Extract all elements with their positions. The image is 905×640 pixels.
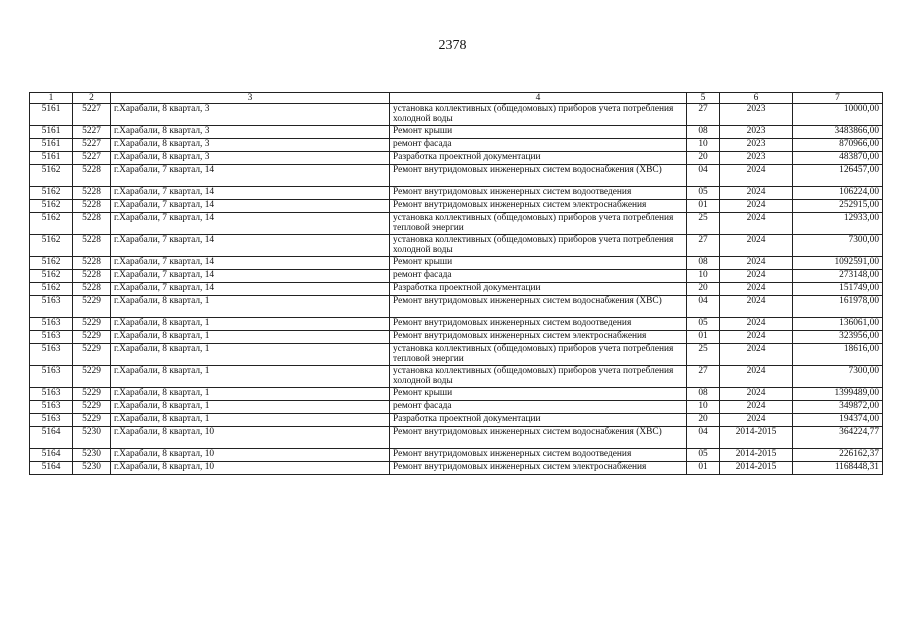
cell-row-number: 5162 (30, 283, 73, 296)
table-row (30, 344, 883, 366)
cell-year: 2024 (720, 200, 793, 213)
cell-work-code: 27 (687, 104, 720, 126)
cell-work-code: 04 (687, 427, 720, 449)
cell-cost: 12933,00 (793, 213, 883, 235)
cell-year: 2024 (720, 165, 793, 187)
column-header-2: 2 (73, 93, 111, 104)
cell-work-code: 04 (687, 296, 720, 318)
cell-address: г.Харабали, 7 квартал, 14 (111, 270, 390, 283)
cell-row-number: 5162 (30, 270, 73, 283)
cell-work-code: 10 (687, 270, 720, 283)
cell-work-type: установка коллективных (общедомовых) приборов учета потребления тепловой энергии (390, 344, 687, 366)
table-row (30, 318, 883, 331)
cell-cost: 1399489,00 (793, 388, 883, 401)
cell-address: г.Харабали, 7 квартал, 14 (111, 200, 390, 213)
table-row (30, 414, 883, 427)
cell-cost: 7300,00 (793, 235, 883, 257)
cell-work-type: Ремонт внутридомовых инженерных систем водоснабжения (ХВС) (390, 296, 687, 318)
cell-work-code: 01 (687, 462, 720, 475)
cell-year: 2023 (720, 139, 793, 152)
cell-work-type: Ремонт внутридомовых инженерных систем водоотведения (390, 187, 687, 200)
cell-work-code: 04 (687, 165, 720, 187)
cell-address: г.Харабали, 8 квартал, 1 (111, 344, 390, 366)
table-row (30, 139, 883, 152)
cell-row-number: 5163 (30, 296, 73, 318)
table-row (30, 200, 883, 213)
cell-work-type: Ремонт внутридомовых инженерных систем водоотведения (390, 449, 687, 462)
table-row (30, 126, 883, 139)
cell-work-code: 20 (687, 283, 720, 296)
cell-cost: 349872,00 (793, 401, 883, 414)
cell-house-id: 5228 (73, 235, 111, 257)
cell-work-type: установка коллективных (общедомовых) приборов учета потребления холодной воды (390, 235, 687, 257)
cell-work-type: Ремонт внутридомовых инженерных систем водоснабжения (ХВС) (390, 165, 687, 187)
cell-work-type: Ремонт крыши (390, 257, 687, 270)
cell-house-id: 5230 (73, 449, 111, 462)
cell-cost: 483870,00 (793, 152, 883, 165)
table-row (30, 283, 883, 296)
cell-address: г.Харабали, 8 квартал, 3 (111, 126, 390, 139)
cell-address: г.Харабали, 8 квартал, 1 (111, 366, 390, 388)
cell-work-type: ремонт фасада (390, 270, 687, 283)
column-header-1: 1 (30, 93, 73, 104)
cell-work-code: 01 (687, 331, 720, 344)
cell-address: г.Харабали, 7 квартал, 14 (111, 213, 390, 235)
cell-work-code: 25 (687, 213, 720, 235)
table-body (30, 104, 883, 475)
cell-cost: 252915,00 (793, 200, 883, 213)
cell-work-type: ремонт фасада (390, 401, 687, 414)
column-header-4: 4 (390, 93, 687, 104)
cell-work-code: 05 (687, 187, 720, 200)
cell-work-type: Ремонт внутридомовых инженерных систем электроснабжения (390, 331, 687, 344)
cell-row-number: 5162 (30, 187, 73, 200)
cell-year: 2024 (720, 187, 793, 200)
cell-work-code: 10 (687, 401, 720, 414)
cell-year: 2024 (720, 344, 793, 366)
cell-address: г.Харабали, 8 квартал, 3 (111, 104, 390, 126)
cell-year: 2023 (720, 126, 793, 139)
column-header-3: 3 (111, 93, 390, 104)
cell-address: г.Харабали, 7 квартал, 14 (111, 235, 390, 257)
cell-row-number: 5162 (30, 257, 73, 270)
cell-row-number: 5162 (30, 200, 73, 213)
cell-row-number: 5161 (30, 104, 73, 126)
cell-year: 2024 (720, 331, 793, 344)
cell-address: г.Харабали, 7 квартал, 14 (111, 165, 390, 187)
cell-cost: 194374,00 (793, 414, 883, 427)
cell-house-id: 5227 (73, 152, 111, 165)
cell-house-id: 5228 (73, 200, 111, 213)
cell-work-type: Ремонт внутридомовых инженерных систем водоснабжения (ХВС) (390, 427, 687, 449)
cell-cost: 7300,00 (793, 366, 883, 388)
cell-address: г.Харабали, 8 квартал, 1 (111, 388, 390, 401)
cell-cost: 151749,00 (793, 283, 883, 296)
table-row (30, 449, 883, 462)
cell-house-id: 5229 (73, 344, 111, 366)
cell-year: 2024 (720, 366, 793, 388)
cell-row-number: 5163 (30, 318, 73, 331)
cell-house-id: 5228 (73, 257, 111, 270)
cell-year: 2023 (720, 152, 793, 165)
table-header-row (30, 93, 883, 104)
table-row (30, 462, 883, 475)
cell-year: 2024 (720, 388, 793, 401)
cell-house-id: 5229 (73, 296, 111, 318)
table-row (30, 235, 883, 257)
cell-row-number: 5163 (30, 401, 73, 414)
cell-row-number: 5162 (30, 213, 73, 235)
cell-cost: 364224,77 (793, 427, 883, 449)
table-row (30, 388, 883, 401)
cell-work-type: установка коллективных (общедомовых) приборов учета потребления холодной воды (390, 366, 687, 388)
column-header-7: 7 (793, 93, 883, 104)
cell-row-number: 5162 (30, 165, 73, 187)
cell-work-code: 05 (687, 318, 720, 331)
cell-cost: 18616,00 (793, 344, 883, 366)
cell-address: г.Харабали, 8 квартал, 10 (111, 427, 390, 449)
cell-address: г.Харабали, 7 квартал, 14 (111, 257, 390, 270)
cell-row-number: 5164 (30, 462, 73, 475)
cell-work-code: 25 (687, 344, 720, 366)
cell-address: г.Харабали, 8 квартал, 1 (111, 414, 390, 427)
column-header-6: 6 (720, 93, 793, 104)
cell-cost: 1168448,31 (793, 462, 883, 475)
cell-row-number: 5163 (30, 344, 73, 366)
cell-work-code: 08 (687, 388, 720, 401)
cell-work-type: Ремонт внутридомовых инженерных систем электроснабжения (390, 200, 687, 213)
cell-year: 2024 (720, 296, 793, 318)
cell-house-id: 5228 (73, 270, 111, 283)
cell-house-id: 5229 (73, 331, 111, 344)
table-row (30, 331, 883, 344)
cell-row-number: 5162 (30, 235, 73, 257)
cell-cost: 273148,00 (793, 270, 883, 283)
cell-house-id: 5229 (73, 366, 111, 388)
page-number: 2378 (438, 38, 467, 53)
cell-year: 2024 (720, 283, 793, 296)
cell-address: г.Харабали, 8 квартал, 1 (111, 401, 390, 414)
column-header-5: 5 (687, 93, 720, 104)
table-row (30, 366, 883, 388)
cell-cost: 3483866,00 (793, 126, 883, 139)
cell-cost: 226162,37 (793, 449, 883, 462)
cell-house-id: 5229 (73, 318, 111, 331)
cell-year: 2024 (720, 414, 793, 427)
cell-work-type: Ремонт крыши (390, 126, 687, 139)
cell-house-id: 5229 (73, 414, 111, 427)
cell-work-code: 27 (687, 235, 720, 257)
cell-address: г.Харабали, 7 квартал, 14 (111, 187, 390, 200)
cell-address: г.Харабали, 8 квартал, 3 (111, 152, 390, 165)
cell-row-number: 5161 (30, 126, 73, 139)
cell-cost: 870966,00 (793, 139, 883, 152)
cell-work-code: 20 (687, 414, 720, 427)
cell-address: г.Харабали, 8 квартал, 1 (111, 318, 390, 331)
cell-house-id: 5227 (73, 126, 111, 139)
cell-house-id: 5228 (73, 213, 111, 235)
table-row (30, 401, 883, 414)
table-row (30, 152, 883, 165)
cell-row-number: 5163 (30, 331, 73, 344)
cell-year: 2023 (720, 104, 793, 126)
cell-house-id: 5229 (73, 401, 111, 414)
cell-work-type: установка коллективных (общедомовых) приборов учета потребления тепловой энергии (390, 213, 687, 235)
cell-cost: 1092591,00 (793, 257, 883, 270)
cell-address: г.Харабали, 8 квартал, 1 (111, 331, 390, 344)
cell-cost: 136061,00 (793, 318, 883, 331)
cell-house-id: 5228 (73, 283, 111, 296)
table-row (30, 270, 883, 283)
cell-year: 2024 (720, 235, 793, 257)
capital-repair-table (29, 92, 883, 475)
cell-house-id: 5227 (73, 139, 111, 152)
cell-cost: 10000,00 (793, 104, 883, 126)
cell-row-number: 5161 (30, 139, 73, 152)
cell-address: г.Харабали, 8 квартал, 3 (111, 139, 390, 152)
cell-address: г.Харабали, 8 квартал, 10 (111, 449, 390, 462)
cell-work-type: установка коллективных (общедомовых) приборов учета потребления холодной воды (390, 104, 687, 126)
table-row (30, 187, 883, 200)
cell-year: 2024 (720, 270, 793, 283)
cell-house-id: 5229 (73, 388, 111, 401)
cell-address: г.Харабали, 8 квартал, 10 (111, 462, 390, 475)
cell-house-id: 5228 (73, 165, 111, 187)
cell-year: 2014-2015 (720, 427, 793, 449)
table-row (30, 296, 883, 318)
cell-cost: 126457,00 (793, 165, 883, 187)
table-row (30, 427, 883, 449)
cell-work-code: 08 (687, 257, 720, 270)
cell-year: 2014-2015 (720, 462, 793, 475)
cell-year: 2014-2015 (720, 449, 793, 462)
cell-row-number: 5164 (30, 427, 73, 449)
cell-work-type: ремонт фасада (390, 139, 687, 152)
cell-work-code: 20 (687, 152, 720, 165)
cell-cost: 323956,00 (793, 331, 883, 344)
cell-address: г.Харабали, 8 квартал, 1 (111, 296, 390, 318)
cell-work-type: Ремонт внутридомовых инженерных систем электроснабжения (390, 462, 687, 475)
cell-year: 2024 (720, 318, 793, 331)
cell-work-type: Разработка проектной документации (390, 414, 687, 427)
cell-cost: 161978,00 (793, 296, 883, 318)
cell-work-code: 05 (687, 449, 720, 462)
cell-year: 2024 (720, 401, 793, 414)
cell-house-id: 5228 (73, 187, 111, 200)
cell-house-id: 5230 (73, 427, 111, 449)
cell-year: 2024 (720, 257, 793, 270)
cell-house-id: 5227 (73, 104, 111, 126)
cell-year: 2024 (720, 213, 793, 235)
cell-house-id: 5230 (73, 462, 111, 475)
cell-cost: 106224,00 (793, 187, 883, 200)
cell-work-code: 08 (687, 126, 720, 139)
cell-work-code: 10 (687, 139, 720, 152)
cell-work-type: Ремонт крыши (390, 388, 687, 401)
cell-row-number: 5163 (30, 366, 73, 388)
cell-work-code: 01 (687, 200, 720, 213)
cell-row-number: 5163 (30, 388, 73, 401)
cell-work-type: Разработка проектной документации (390, 283, 687, 296)
cell-work-code: 27 (687, 366, 720, 388)
table-row (30, 104, 883, 126)
cell-row-number: 5163 (30, 414, 73, 427)
table-row (30, 165, 883, 187)
cell-work-type: Разработка проектной документации (390, 152, 687, 165)
table-row (30, 213, 883, 235)
cell-row-number: 5161 (30, 152, 73, 165)
cell-work-type: Ремонт внутридомовых инженерных систем водоотведения (390, 318, 687, 331)
cell-row-number: 5164 (30, 449, 73, 462)
cell-address: г.Харабали, 7 квартал, 14 (111, 283, 390, 296)
table-row (30, 257, 883, 270)
